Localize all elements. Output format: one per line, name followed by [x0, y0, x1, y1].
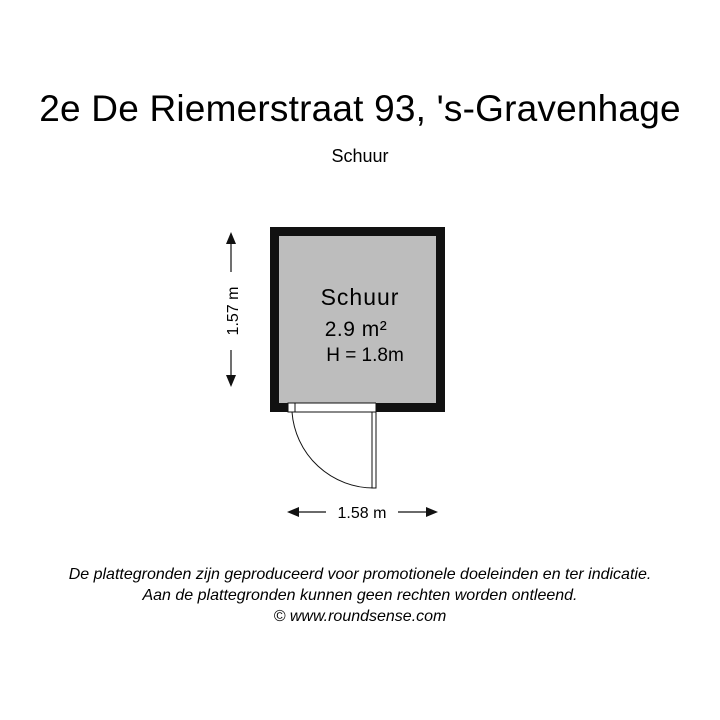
disclaimer — [0, 564, 720, 627]
door-swing-arc — [292, 412, 374, 488]
copyright-line: © www.roundsense.com — [273, 608, 447, 625]
vertical-dimension — [225, 232, 242, 387]
page-title: 2e De Riemerstraat 93, 's-Gravenhage — [39, 88, 681, 129]
door-leaf — [372, 412, 376, 488]
floor-name: Schuur — [331, 146, 389, 166]
disclaimer-line-1: De plattegronden zijn geproduceerd voor promotionele doeleinden en ter indicatie. — [68, 566, 652, 583]
room-height: H = 1.8m — [326, 345, 404, 366]
room-area: 2.9 m² — [324, 318, 388, 341]
door-opening — [288, 403, 376, 412]
disclaimer-line-2: Aan de plattegronden kunnen geen rechten worden ontleend. — [142, 587, 578, 604]
horizontal-dimension — [287, 505, 438, 522]
room-name: Schuur — [320, 284, 400, 310]
horizontal-dimension-label: 1.58 m — [337, 505, 387, 522]
vertical-dimension-label: 1.57 m — [225, 286, 242, 336]
